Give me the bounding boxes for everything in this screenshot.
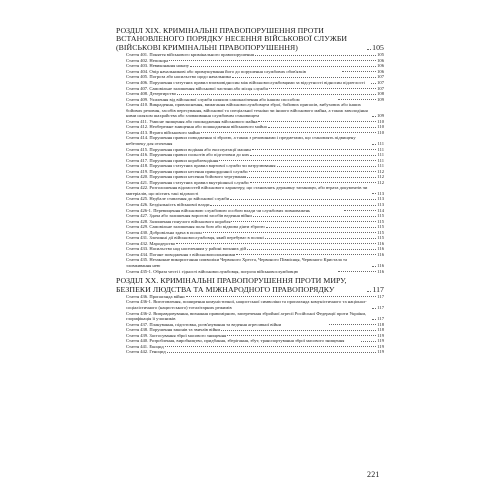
- article-page: 111: [377, 163, 384, 169]
- article-title: Стаття 439. Застосування зброї масового знищення: [126, 332, 227, 338]
- article-title: Стаття 438. Порушення законів та звичаїв війни: [126, 327, 220, 333]
- dot-leader: [190, 66, 376, 67]
- article-title: Стаття 425. Недбале ставлення до військової служби: [126, 196, 230, 202]
- article-title: Стаття 410. Викрадення, привласнення, вимагання військовослужбовцем зброї, бойових припасів, вибухових або інших бойових речовин, засобів пересування, військової та спеціальної техніки чи іншого військового майна, а також заволодіння ними шляхом шахрайства або зловживання службовим становищем: [126, 102, 368, 119]
- article-page: 113: [377, 201, 384, 207]
- dot-leader: [232, 77, 376, 78]
- dot-leader: [361, 341, 376, 342]
- dot-leader: [265, 238, 376, 239]
- article-page: 116: [377, 246, 384, 252]
- dot-leader: [186, 296, 377, 297]
- article-page: 115: [377, 224, 384, 230]
- dot-leader: [342, 71, 377, 72]
- article-page: 117: [377, 316, 384, 322]
- section-page: 105: [372, 42, 384, 52]
- article-title: Стаття 422. Розголошення відомостей військового характеру, що становлять державну таємницю, або втрата документів чи матеріалів, що містять такі відомості: [126, 185, 368, 196]
- article-title: Стаття 419. Порушення правил несення прикордонної служби: [126, 168, 248, 174]
- toc-entry[interactable]: [116, 102, 384, 119]
- dot-leader: [203, 232, 377, 233]
- article-title: Стаття 435-1. Образа честі і гідності військовослужбовця, погроза військовослужбовцю: [126, 268, 299, 274]
- article-page: 112: [377, 168, 384, 174]
- article-title: Стаття 426-1. Перевищення військовою службовою особою влади чи службових повноважень: [126, 207, 311, 213]
- dot-leader: [247, 249, 376, 250]
- article-list: [116, 52, 384, 274]
- toc-entry[interactable]: [116, 349, 384, 355]
- dot-leader: [252, 149, 377, 150]
- table-of-contents: [116, 27, 384, 355]
- dot-leader: [231, 221, 376, 222]
- dot-leader: [329, 324, 376, 325]
- article-page: 109: [377, 113, 384, 119]
- article-page: 119: [377, 332, 384, 338]
- article-title: Стаття 403. Невиконання наказу: [126, 63, 190, 69]
- article-page: 113: [377, 190, 384, 196]
- dot-leader: [250, 155, 376, 156]
- article-title: Стаття 436. Пропаганда війни: [126, 293, 185, 299]
- article-title: Стаття 429. Самовільне залишення поля бою або відмова діяти зброєю: [126, 224, 265, 230]
- dot-leader: [221, 330, 376, 331]
- article-page: 112: [377, 174, 384, 180]
- toc-entry[interactable]: [116, 299, 384, 310]
- article-list: [116, 294, 384, 355]
- dot-leader: [210, 205, 376, 206]
- article-page: 108: [377, 91, 384, 97]
- dot-leader: [227, 335, 376, 336]
- dot-leader: [269, 88, 376, 89]
- dot-leader: [372, 193, 376, 194]
- section-title: РОЗДІЛ XIX. КРИМІНАЛЬНІ ПРАВОПОРУШЕННЯ ПРОТИ ВСТАНОВЛЕНОГО ПОРЯДКУ НЕСЕННЯ ВІЙСЬКОВОЇ СЛУЖБИ (ВІЙСЬКОВІ КРИМІНАЛЬНІ ПРАВОПОРУШЕННЯ): [116, 26, 348, 52]
- article-title: Стаття 406. Порушення статутних правил взаємовідносин між військовослужбовцями за відсутності відносин підлеглості: [126, 79, 365, 85]
- article-page: 115: [377, 213, 384, 219]
- article-title: Стаття 430. Добровільна здача в полон: [126, 229, 202, 235]
- dot-leader: [338, 271, 377, 272]
- article-page: 119: [377, 343, 384, 349]
- article-title: Стаття 409. Ухилення від військової служби шляхом самокалічення або іншим способом: [126, 96, 300, 102]
- article-page: 116: [377, 240, 384, 246]
- dot-leader: [268, 127, 376, 128]
- article-page: 117: [377, 293, 384, 299]
- article-title: Стаття 402. Непокора: [126, 57, 169, 63]
- article-page: 107: [377, 74, 384, 80]
- dot-leader: [165, 346, 377, 347]
- dot-leader: [167, 352, 377, 353]
- toc-entry[interactable]: [116, 311, 384, 322]
- section-title: РОЗДІЛ XX. КРИМІНАЛЬНІ ПРАВОПОРУШЕННЯ ПРОТИ МИРУ, БЕЗПЕКИ ЛЮДСТВА ТА МІЖНАРОДНОГО ПРАВОПОРЯДКУ: [116, 276, 347, 294]
- dot-leader: [230, 199, 376, 200]
- toc-entry[interactable]: [116, 257, 384, 268]
- article-page: 111: [377, 146, 384, 152]
- dot-leader: [372, 308, 376, 309]
- article-page: 118: [377, 327, 384, 333]
- dot-leader: [367, 49, 371, 50]
- article-title: Стаття 413. Втрата військового майна: [126, 129, 200, 135]
- article-title: Стаття 411. Умисне знищення або пошкодження військового майна: [126, 118, 258, 124]
- article-page: 115: [377, 218, 384, 224]
- dot-leader: [236, 254, 376, 255]
- page-number: 221: [367, 470, 380, 479]
- article-title: Стаття 412. Необережне знищення або пошкодження військового майна: [126, 124, 267, 130]
- dot-leader: [372, 116, 376, 117]
- toc-entry[interactable]: [116, 269, 384, 275]
- article-page: 116: [377, 263, 384, 268]
- article-page: 107: [377, 79, 384, 85]
- article-page: 118: [377, 321, 385, 327]
- dot-leader: [219, 160, 376, 161]
- article-page: 106: [377, 68, 385, 74]
- dot-leader: [258, 121, 376, 122]
- article-page: 110: [377, 118, 384, 124]
- dot-leader: [255, 55, 376, 56]
- toc-entry[interactable]: [116, 135, 384, 146]
- section-heading[interactable]: [116, 277, 384, 294]
- article-title: Стаття 408. Дезертирство: [126, 91, 177, 97]
- toc-entry[interactable]: [116, 185, 384, 196]
- article-page: 119: [377, 338, 385, 344]
- dot-leader: [169, 60, 376, 61]
- dot-leader: [250, 182, 377, 183]
- dot-leader: [372, 266, 376, 267]
- article-title: Стаття 417. Порушення правил кораблеводіння: [126, 157, 219, 163]
- dot-leader: [266, 227, 377, 228]
- article-title: Стаття 426. Бездіяльність військової влади: [126, 201, 210, 207]
- dot-leader: [372, 144, 376, 145]
- dot-leader: [338, 99, 376, 100]
- article-title: Стаття 405. Погроза або насильство щодо начальника: [126, 74, 232, 80]
- article-title: Стаття 436-2. Виправдовування, визнання правомірною, заперечення збройної агресії Російської Федерації проти України, глорифікація її учасників: [126, 310, 367, 322]
- article-page: 116: [377, 251, 384, 257]
- article-page: 117: [377, 305, 384, 310]
- dot-leader: [177, 94, 376, 95]
- article-title: Стаття 442. Геноцид: [126, 349, 166, 355]
- article-title: Стаття 434. Погане поводження з військовополоненими: [126, 251, 236, 257]
- article-page: 114: [377, 207, 385, 213]
- article-page: 109: [377, 96, 384, 102]
- dot-leader: [201, 132, 376, 133]
- article-title: Стаття 435. Незаконне використання символіки Червоного Хреста, Червоного Півмісяця, Червоного Кристала та зловживання нею: [126, 257, 348, 268]
- dot-leader: [371, 83, 376, 84]
- article-page: 115: [377, 235, 384, 241]
- article-page: 111: [377, 140, 384, 146]
- article-page: 111: [377, 152, 384, 158]
- article-title: Стаття 416. Порушення правил польотів або підготовки до них: [126, 152, 250, 158]
- article-page: 107: [377, 85, 384, 91]
- section-page: 117: [372, 284, 384, 294]
- article-page: 106: [377, 63, 384, 69]
- dot-leader: [249, 171, 377, 172]
- article-title: Стаття 432. Мародерство: [126, 240, 176, 246]
- article-title: Стаття 404. Опір начальникові або примушування його до порушення службових обов'язків: [126, 68, 306, 74]
- article-page: 115: [377, 229, 384, 235]
- dot-leader: [253, 216, 376, 217]
- article-title: Стаття 440. Розроблення, виробництво, придбання, зберігання, збут, транспортування зброї масового знищення: [126, 338, 345, 344]
- section-heading[interactable]: [116, 27, 384, 52]
- article-page: 110: [377, 124, 384, 130]
- dot-leader: [372, 319, 376, 320]
- article-title: Стаття 415. Порушення правил водіння або експлуатації машин: [126, 146, 251, 152]
- article-title: Стаття 421. Порушення статутних правил внутрішньої служби: [126, 179, 249, 185]
- article-title: Стаття 414. Порушення правил поводження зі зброєю, а також з речовинами і предметами, що становлять підвищену небезпеку для оточення: [126, 135, 356, 146]
- article-page: 119: [377, 349, 384, 355]
- article-page: 110: [377, 129, 384, 135]
- article-page: 111: [377, 157, 384, 163]
- article-page: 112: [377, 179, 384, 185]
- article-title: Стаття 436-1. Виготовлення, поширення комуністичної, нацистської символіки та пропаганда комуністичного та націонал-соціалістичного (нацистського) тоталітарних режимів: [126, 299, 367, 310]
- dot-leader: [344, 210, 377, 211]
- article-title: Стаття 437. Планування, підготовка, розв'язування та ведення агресивної війни: [126, 321, 282, 327]
- article-title: Стаття 433. Насильство над населенням у районі воєнних дій: [126, 246, 247, 252]
- article-title: Стаття 407. Самовільне залишення військової частини або місця служби: [126, 85, 268, 91]
- article-page: 106: [377, 57, 384, 63]
- article-title: Стаття 428. Залишення гинучого військового корабля: [126, 218, 231, 224]
- article-title: Стаття 401. Поняття військового кримінального правопорушення: [126, 52, 254, 58]
- dot-leader: [367, 291, 371, 292]
- article-title: Стаття 431. Злочинні дії військовослужбовця, який перебуває в полоні: [126, 235, 264, 241]
- article-page: 105: [377, 52, 384, 58]
- article-title: Стаття 441. Екоцид: [126, 343, 164, 349]
- dot-leader: [247, 177, 376, 178]
- article-title: Стаття 420. Порушення правил несення бойового чергування: [126, 174, 247, 180]
- dot-leader: [277, 166, 377, 167]
- article-title: Стаття 427. Здача або залишення ворогові засобів ведення війни: [126, 213, 252, 219]
- article-page: 116: [377, 268, 384, 274]
- article-title: Стаття 418. Порушення статутних правил вартової служби чи патрулювання: [126, 163, 276, 169]
- article-page: 113: [377, 196, 384, 202]
- dot-leader: [176, 243, 376, 244]
